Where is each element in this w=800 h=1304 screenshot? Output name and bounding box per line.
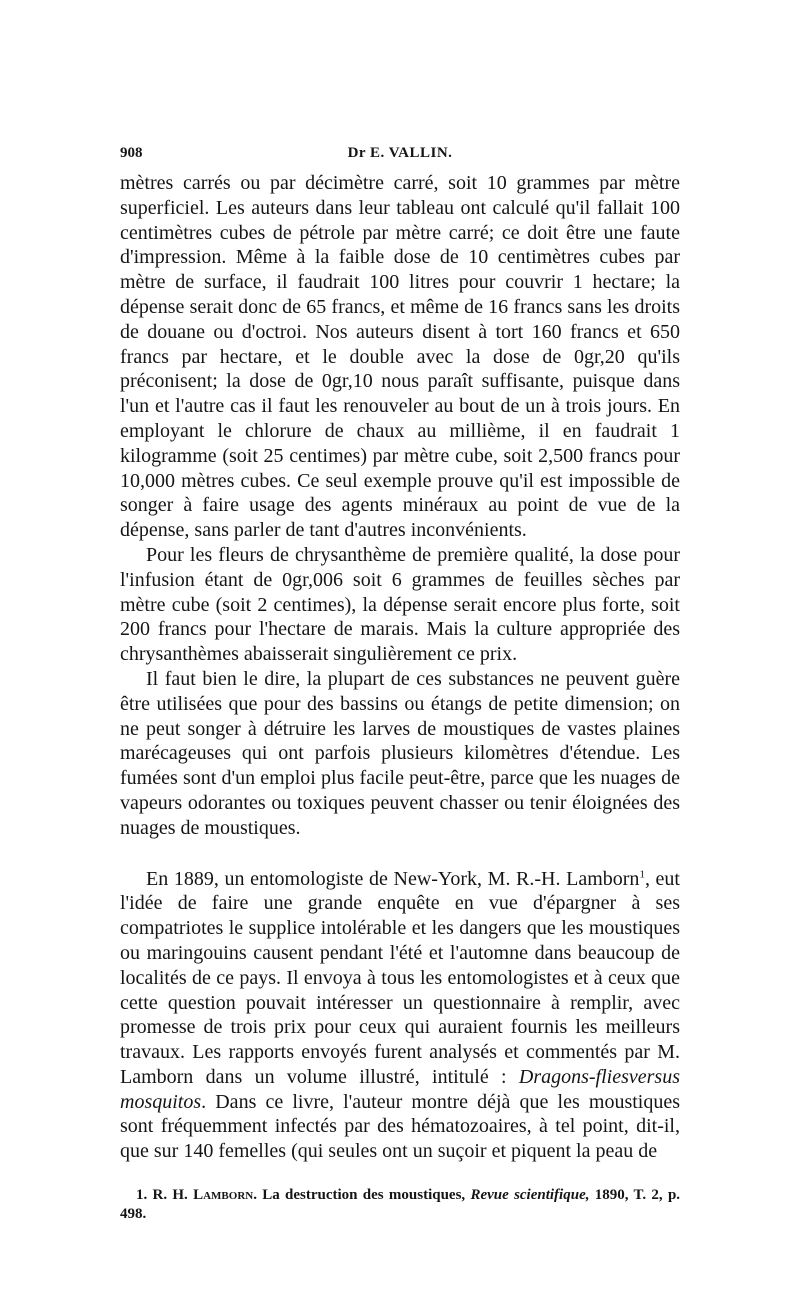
- paragraph-4: [120, 867, 680, 1165]
- footnote-author-name: Lamborn.: [193, 1187, 257, 1204]
- running-title: Dr E. VALLIN.: [347, 145, 453, 161]
- footnote-author-initials: R. H.: [152, 1187, 188, 1204]
- book-title: Dragons-fliesversus mosquitos: [120, 1065, 680, 1113]
- footnote-reference: 1: [639, 867, 645, 880]
- paragraph-4-part-c: . Dans ce livre, l'auteur montre déjà que les moustiques sont fréquemment infectés par des hématozoaires, à tel point, dit-il, que sur 140 femelles (qui seules ont un suçoir et piquent la peau de: [120, 1090, 680, 1163]
- footnote-number: 1.: [136, 1187, 148, 1204]
- footnote-1: [120, 1186, 680, 1224]
- paragraph-4-part-b: , eut l'idée de faire une grande enquête en vue d'épargner à ses compatriotes le supplice intolérable et les dangers que les moustiques ou maringouins causent pendant l'été et l'automne dans beaucoup de localités de ce pays. Il envoya à tous les entomologistes et à ceux que cette question pouvait intéresser un questionnaire à remplir, avec promesse de trois prix pour ceux qui auraient fournis les meilleurs travaux. Les rapports envoyés furent analysés et commentés par M. Lamborn dans un volume illustré, intitulé :: [120, 867, 680, 1088]
- section-gap: [120, 841, 680, 867]
- footnotes: [120, 1186, 680, 1224]
- footnote-journal: Revue scientifique,: [470, 1187, 590, 1204]
- paragraph-2: Pour les fleurs de chrysanthème de première qualité, la dose pour l'infusion étant de 0gr,006 soit 6 grammes de feuilles sèches par mètre cube (soit 2 centimes), la dépense serait encore plus forte, soit 200 francs pour l'hectare de marais. Mais la culture appropriée des chrysanthèmes abaisserait singulièrement ce prix.: [120, 543, 680, 666]
- paragraph-3: Il faut bien le dire, la plupart de ces substances ne peuvent guère être utilisées que pour des bassins ou étangs de petite dimension; on ne peut songer à détruire les larves de moustiques de vastes plaines marécageuses qui ont parfois plusieurs kilomètres d'étendue. Les fumées sont d'un emploi plus facile peut-être, parce que les nuages de vapeurs odorantes ou toxiques peuvent chasser ou tenir éloignées des nuages de moustiques.: [120, 667, 680, 839]
- footnote-text-b: 1890, T. 2, p. 498.: [120, 1187, 681, 1223]
- body-text: [120, 171, 680, 1164]
- paragraph-1: mètres carrés ou par décimètre carré, soit 10 grammes par mètre superficiel. Les auteurs dans leur tableau ont calculé qu'il fallait 100 centimètres cubes de pétrole par mètre carré; ce doit être une faute d'impression. Même à la faible dose de 10 centimètres cubes par mètre de surface, il faudrait 100 litres pour couvrir 1 hectare; la dépense serait donc de 65 francs, et même de 16 francs sans les droits de douane ou d'octroi. Nos auteurs disent à tort 160 francs et 650 francs par hectare, et le double avec la dose de 0gr,20 qu'ils préconisent; la dose de 0gr,10 nous paraît suffisante, puisque dans l'un et l'autre cas il faut les renouveler au bout de un à trois jours. En employant le chlorure de chaux au millième, il en faudrait 1 kilogramme (soit 25 centimes) par mètre cube, soit 2,500 francs pour 10,000 mètres cubes. Ce seul exemple prouve qu'il est impossible de songer à faire usage des agents minéraux au point de vue de la dépense, sans parler de tant d'autres inconvénients.: [120, 172, 680, 542]
- running-head: [120, 145, 680, 171]
- paragraph-4-part-a: En 1889, un entomologiste de New-York, M. R.-H. Lamborn: [146, 867, 640, 890]
- page: [120, 145, 680, 1224]
- footnote-text-a: La destruction des moustiques,: [262, 1187, 466, 1204]
- page-number: 908: [120, 145, 143, 161]
